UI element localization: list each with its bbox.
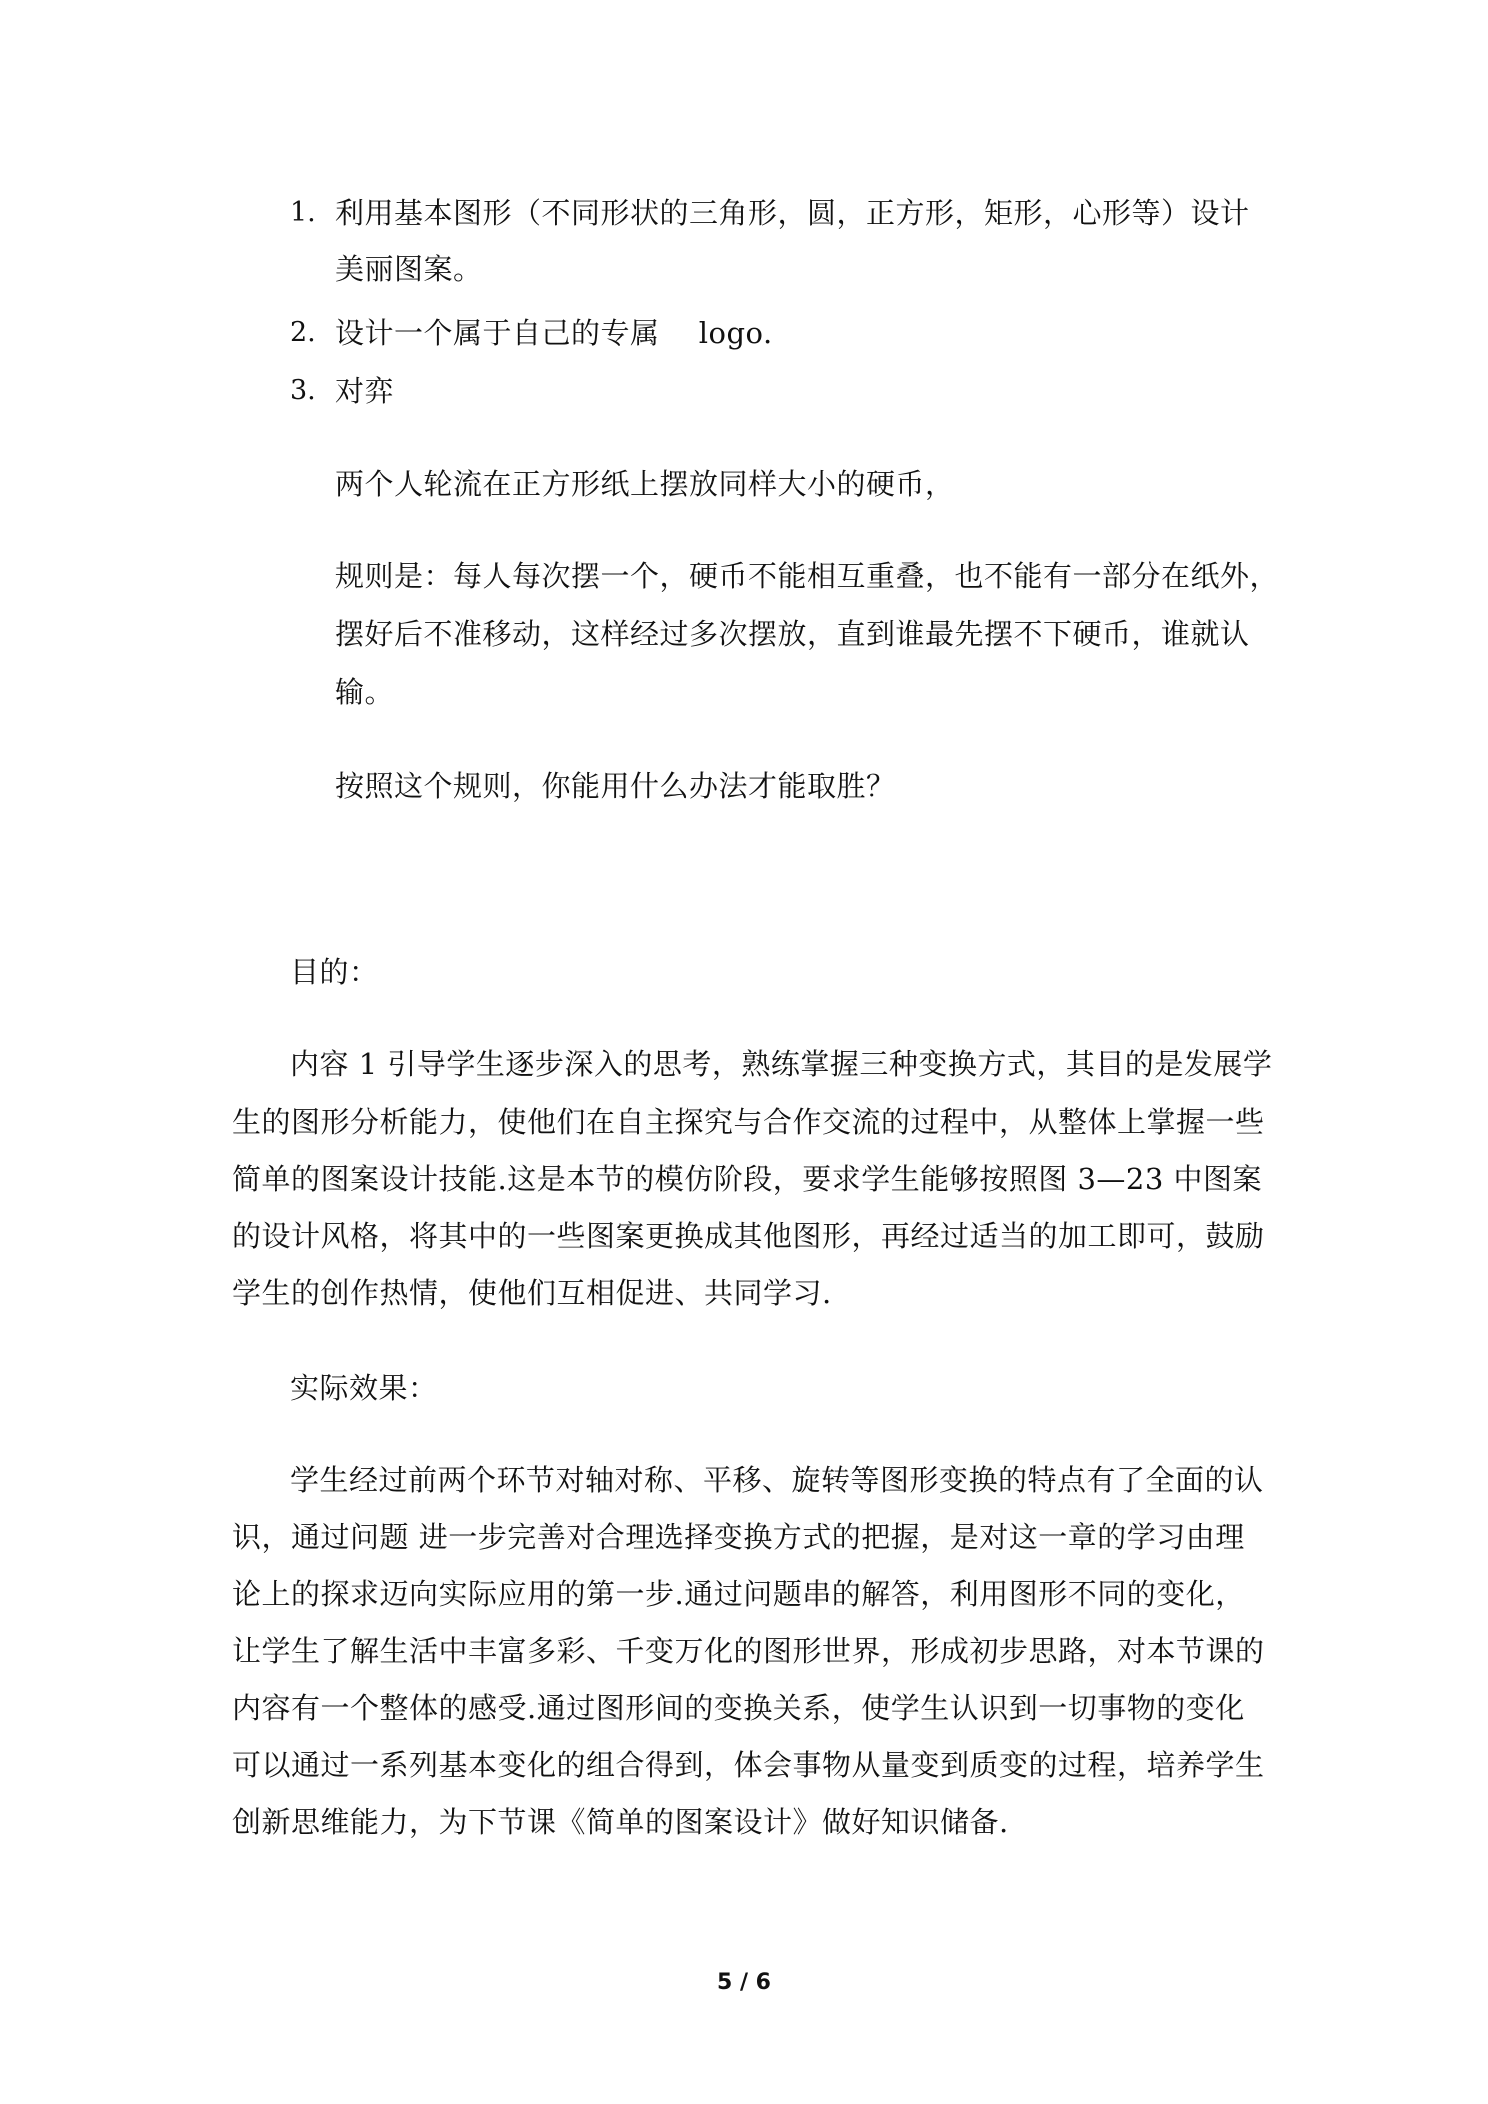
- game-rules-line-3: 输。: [335, 675, 395, 709]
- game-rules-line-2: 摆好后不准移动，这样经过多次摆放，直到谁最先摆不下硬币，谁就认: [335, 617, 1250, 651]
- purpose-line-5: 学生的创作热情，使他们互相促进、共同学习.: [232, 1276, 832, 1310]
- game-paragraph-1: 两个人轮流在正方形纸上摆放同样大小的硬币，: [335, 467, 955, 501]
- effect-line-6: 可以通过一系列基本变化的组合得到，体会事物从量变到质变的过程，培养学生: [232, 1748, 1265, 1782]
- effect-heading: 实际效果：: [290, 1371, 438, 1405]
- effect-line-2: 识，通过问题 进一步完善对合理选择变换方式的把握，是对这一章的学习由理: [232, 1520, 1245, 1554]
- list-item-1-line-1: 利用基本图形（不同形状的三角形，圆，正方形，矩形，心形等）设计: [335, 196, 1250, 230]
- effect-line-5: 内容有一个整体的感受.通过图形间的变换关系，使学生认识到一切事物的变化: [232, 1691, 1245, 1725]
- list-item-2-line-1: 设计一个属于自己的专属 logo.: [335, 316, 773, 350]
- game-rules-line-1: 规则是：每人每次摆一个，硬币不能相互重叠，也不能有一部分在纸外，: [335, 559, 1280, 593]
- game-question: 按照这个规则，你能用什么办法才能取胜？: [335, 769, 896, 803]
- effect-line-4: 让学生了解生活中丰富多彩、千变万化的图形世界，形成初步思路，对本节课的: [232, 1634, 1265, 1668]
- page-number: 5 / 6: [717, 1970, 771, 1995]
- list-number-3: 3.: [290, 375, 316, 406]
- list-number-2: 2.: [290, 317, 316, 348]
- purpose-line-1: 内容 1 引导学生逐步深入的思考，熟练掌握三种变换方式，其目的是发展学: [290, 1047, 1273, 1081]
- list-item-1-line-2: 美丽图案。: [335, 252, 483, 286]
- effect-line-3: 论上的探求迈向实际应用的第一步.通过问题串的解答，利用图形不同的变化，: [232, 1577, 1245, 1611]
- purpose-heading: 目的：: [290, 955, 379, 989]
- list-number-1: 1.: [290, 197, 316, 228]
- purpose-line-4: 的设计风格，将其中的一些图案更换成其他图形，再经过适当的加工即可，鼓励: [232, 1219, 1265, 1253]
- list-item-3-line-1: 对弈: [335, 374, 395, 408]
- purpose-line-2: 生的图形分析能力，使他们在自主探究与合作交流的过程中，从整体上掌握一些: [232, 1105, 1265, 1139]
- effect-line-7: 创新思维能力，为下节课《简单的图案设计》做好知识储备.: [232, 1805, 1009, 1839]
- effect-line-1: 学生经过前两个环节对轴对称、平移、旋转等图形变换的特点有了全面的认: [290, 1463, 1264, 1497]
- purpose-line-3: 简单的图案设计技能.这是本节的模仿阶段，要求学生能够按照图 3—23 中图案: [232, 1162, 1263, 1196]
